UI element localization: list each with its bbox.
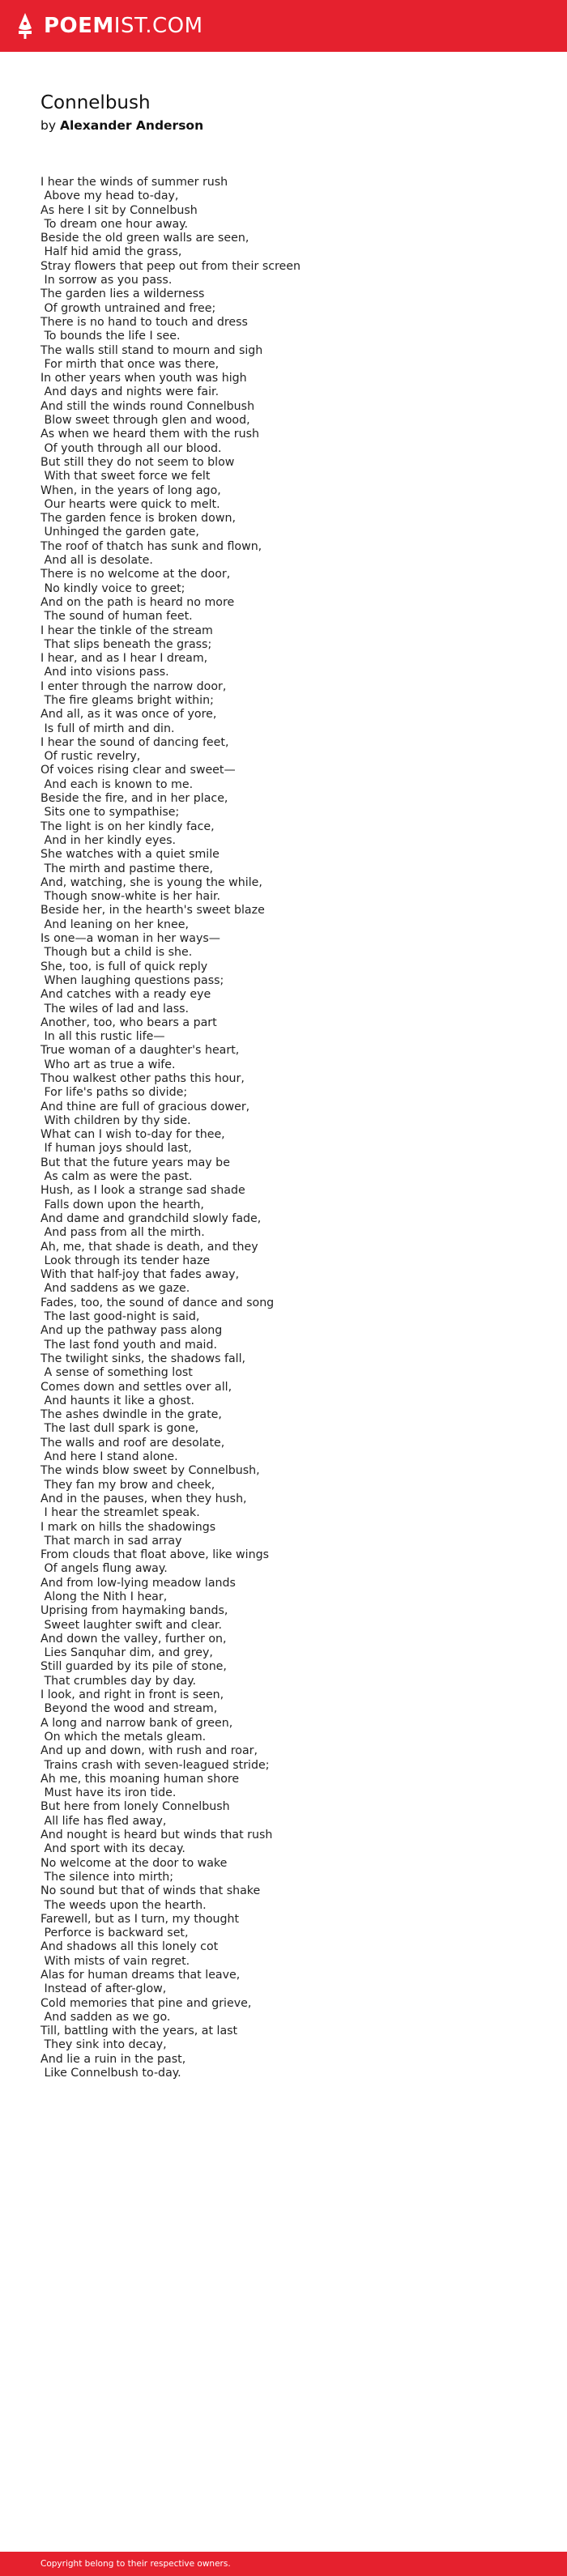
poem-line: When laughing questions pass; (40, 973, 224, 987)
poem-line: I hear, and as I hear I dream, (40, 652, 208, 666)
poem-line: And from low-lying meadow lands (40, 1576, 236, 1590)
quill-pen-icon[interactable] (16, 12, 34, 40)
poem-line: Perforce is backward set, (40, 1927, 189, 1940)
poem-line: Comes down and settles over all, (40, 1380, 232, 1394)
poem-line: Ah me, this moaning human shore (40, 1772, 240, 1786)
poem-line: And sadden as we go. (40, 2010, 171, 2024)
poem-line: Thou walkest other paths this hour, (40, 1072, 245, 1085)
poem-line: As calm as were the past. (40, 1170, 193, 1184)
site-footer (0, 2552, 567, 2576)
poem-line: Like Connelbush to-day. (40, 2067, 181, 2080)
poem-line: In all this rustic life— (40, 1030, 165, 1044)
poem-line: With children by thy side. (40, 1113, 191, 1127)
poem-line: The last dull spark is gone, (40, 1422, 199, 1436)
poem-line: No sound but that of winds that shake (40, 1884, 261, 1898)
poem-line: Though snow-white is her hair. (40, 890, 221, 904)
poem-line: The sound of human feet. (40, 610, 193, 624)
poem-line: Along the Nith I hear, (40, 1590, 168, 1603)
poem-line: And up the pathway pass along (40, 1324, 223, 1338)
poem-line: Farewell, but as I turn, my thought (40, 1912, 240, 1926)
site-logo[interactable] (44, 15, 203, 36)
poem-line: Ah, me, that shade is death, and they (40, 1240, 258, 1254)
poem-line: But that the future years may be (40, 1156, 230, 1169)
poem-line: Above my head to-day, (40, 189, 179, 203)
poem-line: With mists of vain regret. (40, 1954, 190, 1968)
poem-line: And lie a ruin in the past, (40, 2052, 186, 2066)
poem-line: On which the metals gleam. (40, 1730, 207, 1744)
by-label: by (40, 118, 57, 133)
poem-line: No welcome at the door to wake (40, 1856, 228, 1870)
poem-line: A long and narrow bank of green, (40, 1716, 233, 1730)
poem-line: I mark on hills the shadowings (40, 1520, 216, 1534)
poem-line: I hear the sound of dancing feet, (40, 735, 229, 749)
poem-line: As here I sit by Connelbush (40, 203, 198, 217)
poem-line: In other years when youth was high (40, 372, 247, 385)
poem-line: Unhinged the garden gate, (40, 526, 199, 539)
poem-line: And dame and grandchild slowly fade, (40, 1211, 262, 1225)
poem-line: No kindly voice to greet; (40, 581, 185, 595)
poem-line: There is no welcome at the door, (40, 568, 231, 581)
poem-line: And in her kindly eyes. (40, 833, 176, 847)
poem-line: Half hid amid the grass, (40, 245, 182, 259)
poem-line: And, watching, she is young the while, (40, 875, 262, 889)
poem-line: She watches with a quiet smile (40, 848, 220, 862)
author-name[interactable]: Alexander Anderson (59, 118, 204, 133)
poem-line: To dream one hour away. (40, 217, 189, 231)
poem-line: Another, too, who bears a part (40, 1015, 217, 1029)
poem-line: And saddens as we gaze. (40, 1282, 190, 1296)
poem-line: And haunts it like a ghost. (40, 1394, 195, 1407)
poem-line: Of youth through all our blood. (40, 441, 222, 455)
poem-line: But still they do not seem to blow (40, 455, 235, 469)
poem-line: And all, as it was once of yore, (40, 708, 217, 722)
poem-line: And into visions pass. (40, 666, 169, 679)
poem-line: That slips beneath the grass; (40, 637, 212, 651)
poem-line: Is full of mirth and din. (40, 722, 175, 735)
poem-line: Sweet laughter swift and clear. (40, 1618, 223, 1632)
poem-line: Fades, too, the sound of dance and song (40, 1296, 275, 1309)
poem-line: In sorrow as you pass. (40, 274, 173, 287)
poem-line: And catches with a ready eye (40, 988, 211, 1002)
poem-line: Though but a child is she. (40, 946, 193, 960)
poem-line: And pass from all the mirth. (40, 1226, 205, 1240)
poem-line: As when we heard them with the rush (40, 428, 260, 441)
poem-line: The silence into mirth; (40, 1870, 174, 1884)
poem-line: I hear the tinkle of the stream (40, 624, 213, 637)
poem-line: Instead of after-glow, (40, 1982, 167, 1996)
poem-line: The garden lies a wilderness (40, 287, 205, 301)
logo-text-bold: POEM (44, 14, 114, 38)
poem-line: Must have its iron tide. (40, 1786, 177, 1800)
poem-line: Falls down upon the hearth, (40, 1198, 204, 1211)
poem-line: Beside the old green walls are seen, (40, 232, 249, 245)
poem-line: Of angels flung away. (40, 1562, 168, 1576)
poem-line: For mirth that once was there, (40, 357, 220, 371)
poem-line: Trains crash with seven-leagued stride; (40, 1758, 270, 1772)
poem-line: Stray flowers that peep out from their screen (40, 259, 301, 273)
poem-line: Lies Sanquhar dim, and grey, (40, 1646, 213, 1660)
poem-title: Connelbush (40, 92, 151, 113)
poem-line: Uprising from haymaking bands, (40, 1604, 228, 1618)
poem-body (40, 176, 543, 2080)
poem-line: A sense of something lost (40, 1366, 193, 1380)
poem-line: The weeds upon the hearth. (40, 1898, 207, 1912)
poem-line: Our hearts were quick to melt. (40, 497, 220, 511)
poem-line: What can I wish to-day for thee, (40, 1128, 225, 1142)
poem-line: They sink into decay, (40, 2038, 167, 2052)
poem-line: To bounds the life I see. (40, 330, 181, 343)
poem-line: The walls still stand to mourn and sigh (40, 343, 263, 357)
poem-line: True woman of a daughter's heart, (40, 1044, 240, 1058)
poem-line: And still the winds round Connelbush (40, 399, 255, 413)
poem-line: Blow sweet through glen and wood, (40, 414, 250, 428)
poem-line: The fire gleams bright within; (40, 693, 214, 707)
poem-line: The twilight sinks, the shadows fall, (40, 1352, 246, 1365)
poem-line: And thine are full of gracious dower, (40, 1100, 250, 1113)
poem-line: I look, and right in front is seen, (40, 1688, 224, 1702)
poem-line: She, too, is full of quick reply (40, 960, 208, 973)
poem-line: Of voices rising clear and sweet— (40, 764, 236, 777)
poem-line: With that half-joy that fades away, (40, 1268, 240, 1282)
poem-line: That crumbles day by day. (40, 1674, 197, 1688)
poem-line: Sits one to sympathise; (40, 806, 180, 820)
poem-line: I hear the streamlet speak. (40, 1506, 200, 1520)
poem-line: And sport with its decay. (40, 1842, 185, 1856)
logo-text-light: IST.COM (113, 14, 203, 38)
poem-line: They fan my brow and cheek, (40, 1478, 215, 1492)
poem-line: The winds blow sweet by Connelbush, (40, 1464, 260, 1478)
poem-line: Hush, as I look a strange sad shade (40, 1184, 245, 1198)
poem-line: Who art as true a wife. (40, 1058, 176, 1071)
poem-line: With that sweet force we felt (40, 470, 211, 483)
poem-line: And down the valley, further on, (40, 1632, 227, 1646)
poem-line: And each is known to me. (40, 777, 194, 791)
poem-line: There is no hand to touch and dress (40, 315, 248, 329)
poem-line: And up and down, with rush and roar, (40, 1744, 258, 1758)
poem-line: And in the pauses, when they hush, (40, 1492, 247, 1505)
poem-line: For life's paths so divide; (40, 1086, 188, 1100)
poem-line: The last fond youth and maid. (40, 1338, 217, 1352)
poem-line: Of growth untrained and free; (40, 301, 216, 315)
poem-line: And here I stand alone. (40, 1450, 178, 1464)
poem-line: All life has fled away, (40, 1814, 167, 1828)
poem-line: The garden fence is broken down, (40, 512, 236, 526)
poem-line: The ashes dwindle in the grate, (40, 1408, 222, 1422)
poem-line: Is one—a woman in her ways— (40, 932, 220, 946)
poem-line: I enter through the narrow door, (40, 679, 227, 693)
poem-line: That march in sad array (40, 1534, 182, 1548)
poem-line: The roof of thatch has sunk and flown, (40, 539, 262, 553)
poem-line: Still guarded by its pile of stone, (40, 1660, 227, 1674)
poem-line: The mirth and pastime there, (40, 862, 213, 875)
poem-line: Of rustic revelry, (40, 750, 141, 764)
poem-line: Cold memories that pine and grieve, (40, 1996, 252, 2010)
poem-byline (40, 117, 543, 134)
poem-line: If human joys should last, (40, 1142, 192, 1156)
poem-line: The wiles of lad and lass. (40, 1002, 189, 1015)
poem-line: And on the path is heard no more (40, 595, 235, 609)
poem-line: From clouds that float above, like wings (40, 1548, 269, 1562)
poem-line: Beside the fire, and in her place, (40, 792, 228, 806)
poem-line: And all is desolate. (40, 554, 153, 568)
poem-line: And leaning on her knee, (40, 918, 189, 931)
poem-line: I hear the winds of summer rush (40, 176, 228, 189)
poem-line: Beside her, in the hearth's sweet blaze (40, 904, 265, 918)
poem-line: Look through its tender haze (40, 1254, 211, 1267)
poem-line: When, in the years of long ago, (40, 483, 221, 497)
poem-line: And days and nights were fair. (40, 385, 220, 399)
poem-line: The last good-night is said, (40, 1310, 200, 1324)
poem-line: Till, battling with the years, at last (40, 2025, 238, 2038)
poem-line: And nought is heard but winds that rush (40, 1829, 273, 1842)
poem-line: And shadows all this lonely cot (40, 1940, 219, 1954)
poem-line: Alas for human dreams that leave, (40, 1969, 241, 1982)
poem-header (40, 89, 543, 134)
site-header (0, 0, 567, 52)
poem-line: But here from lonely Connelbush (40, 1800, 230, 1814)
poem-line: The light is on her kindly face, (40, 820, 215, 833)
poem-line: Beyond the wood and stream, (40, 1702, 218, 1716)
poem-line: The walls and roof are desolate, (40, 1436, 225, 1450)
copyright-notice: Copyright belong to their respective owners. (40, 2559, 231, 2569)
